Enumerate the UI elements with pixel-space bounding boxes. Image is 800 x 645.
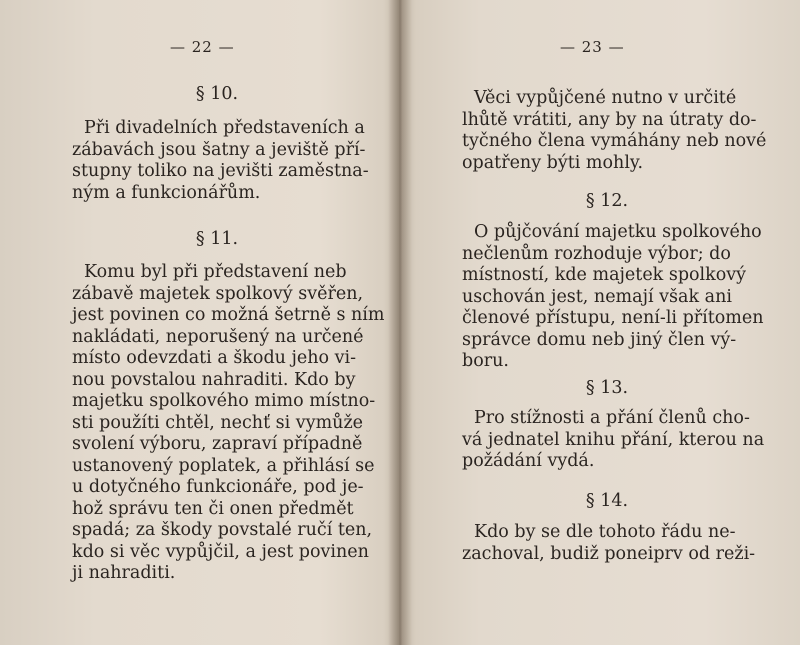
text-line: nakládati, neporušený na určené (72, 326, 364, 347)
section-13-heading (462, 378, 752, 400)
text-line: jest povinen co možná šetrně s ním (72, 305, 385, 325)
text-line: zachoval, budiž poneiprv od reži- (462, 543, 756, 564)
text-line: ji nahraditi. (72, 563, 176, 583)
section-heading: § 10. (195, 84, 239, 104)
text-line: u dotyčného funkcionáře, pod je- (72, 477, 364, 497)
text-line: správce domu neb jiný člen vý- (462, 329, 737, 350)
text-line: opatřeny býti mohly. (462, 152, 644, 173)
section-10-heading (72, 84, 362, 106)
text-line: požádání vydá. (462, 451, 595, 471)
section-11-heading (72, 229, 362, 251)
text-line: stupny toliko na jevišti zaměstna- (72, 161, 369, 181)
text-line: ným a funkcionářům. (72, 182, 261, 203)
text-line: místo odevzdati a škodu jeho vi- (72, 348, 357, 368)
text-line: majetku spolkového mimo místno- (72, 391, 376, 411)
right-page (405, 0, 800, 645)
section-10-body (72, 118, 369, 204)
section-12-body (462, 222, 764, 373)
text-line: zábavě majetek spolkový svěřen, (72, 283, 364, 304)
section-14-heading (462, 491, 752, 513)
text-line: svolení výboru, zapraví případně (72, 434, 363, 454)
text-line: tyčného člena vymáhány neb nové (462, 131, 767, 151)
section-13-body (462, 408, 765, 473)
text-line: kdo si věc vypůjčil, a jest povinen (72, 541, 369, 562)
text-line: uschován jest, nemají však ani (462, 286, 732, 307)
section-11-body (72, 262, 385, 585)
text-line: nou povstalou nahraditi. Kdo by (72, 369, 356, 390)
text-line: členové přístupu, není-li přítomen (462, 308, 764, 328)
text-line: zábavách jsou šatny a jeviště pří- (72, 139, 366, 160)
text-line: vá jednatel knihu přání, kterou na (462, 429, 765, 450)
text-line: spadá; za škody povstalé ručí ten, (72, 520, 373, 540)
page-number-right: — 23 — (560, 38, 625, 56)
text-line: boru. (462, 351, 509, 371)
section-14-body (462, 522, 756, 565)
text-line: Při divadelních představeních a (84, 118, 365, 138)
section-heading: § 12. (585, 191, 629, 211)
section-12-heading (462, 191, 752, 213)
section-heading: § 11. (195, 229, 239, 249)
text-line: Pro stížnosti a přání členů cho- (474, 408, 750, 428)
text-line: Kdo by se dle tohoto řádu ne- (474, 522, 736, 542)
left-page (0, 0, 395, 645)
text-line: Komu byl při představení neb (84, 262, 347, 282)
text-line: hož správu ten či onen předmět (72, 498, 354, 519)
text-line: O půjčování majetku spolkového (474, 222, 762, 242)
text-line: místností, kde majetek spolkový (462, 265, 747, 285)
text-line: ustanovený poplatek, a přihlásí se (72, 455, 375, 476)
text-line: lhůtě vrátiti, any by na útraty do- (462, 109, 757, 130)
text-line: Věci vypůjčené nutno v určité (474, 88, 737, 108)
section-heading: § 13. (585, 378, 629, 398)
page-number-left: — 22 — (170, 38, 235, 56)
continuation-body (462, 88, 767, 174)
text-line: nečlenům rozhoduje výbor; do (462, 243, 731, 264)
section-heading: § 14. (585, 491, 629, 511)
text-line: sti použíti chtěl, nechť si vymůže (72, 412, 364, 433)
